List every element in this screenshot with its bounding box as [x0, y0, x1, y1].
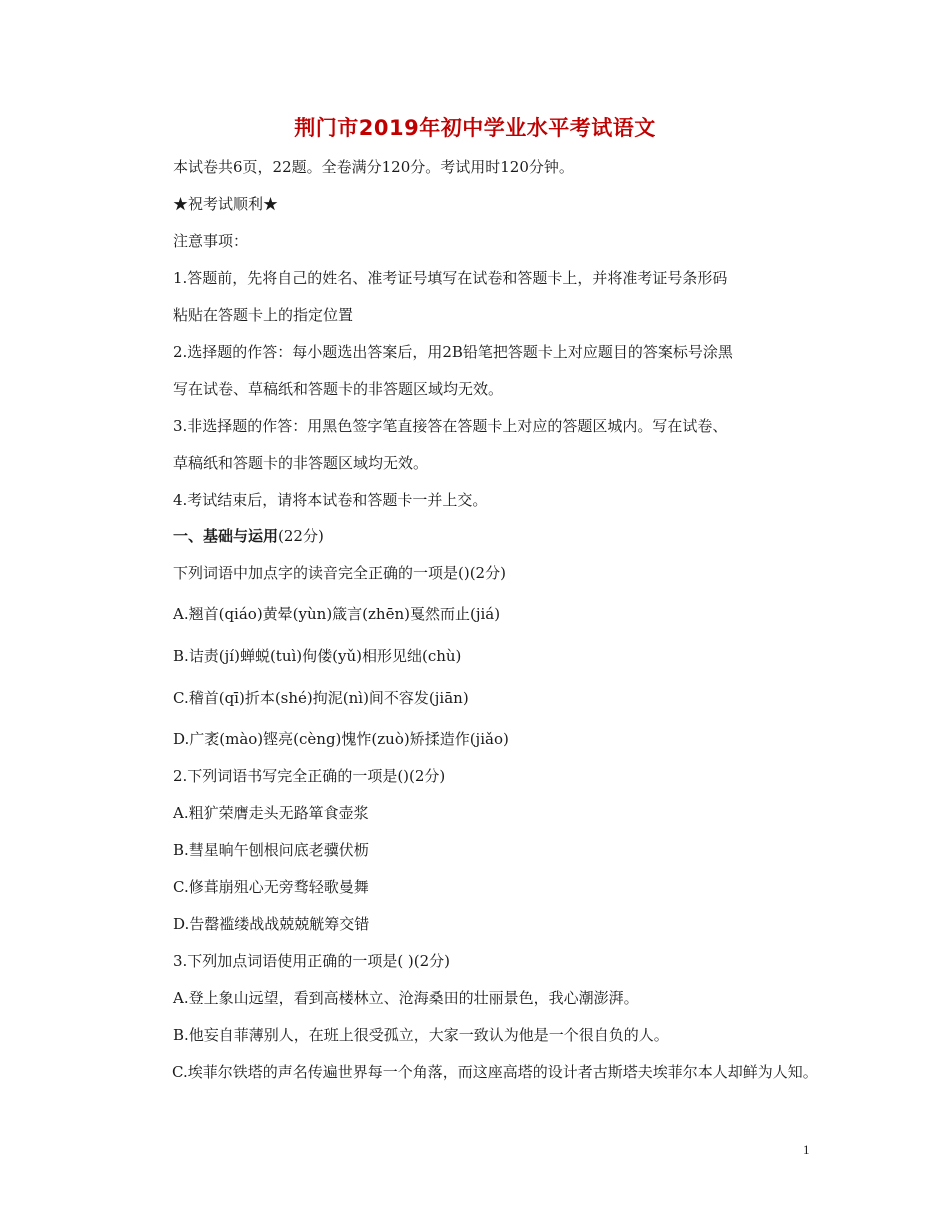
question-option: D.告罄褴缕战战兢兢觥筹交错 [173, 915, 370, 933]
question-option-wrapped: C.埃菲尔铁塔的声名传遍世界每一个角落，而这座高塔的设计者古斯塔夫埃菲尔本人却鲜为人知。 [172, 1063, 818, 1081]
question-stem: 3.下列加点词语使用正确的一项是( )(2分) [173, 952, 451, 970]
notice-line: 4.考试结束后，请将本试卷和答题卡一并上交。 [173, 491, 488, 509]
exam-intro: 本试卷共6页，22题。全卷满分120分。考试用时120分钟。 [173, 158, 574, 176]
notice-line: 2.选择题的作答：每小题选出答案后，用2B铅笔把答题卡上对应题目的答案标号涂黑 [173, 343, 733, 361]
notice-heading: 注意事项： [173, 232, 249, 250]
page-title: 荆门市2019年初中学业水平考试语文 [294, 116, 656, 140]
notice-line: 3.非选择题的作答：用黑色签字笔直接答在答题卡上对应的答题区城内。写在试卷、 [173, 417, 728, 435]
notice-line: 粘贴在答题卡上的指定位置 [173, 306, 354, 324]
question-option: D.广袤(mào)铿亮(cèng)愧怍(zuò)矫揉造作(jiǎo) [173, 730, 509, 748]
question-option: A.翘首(qiáo)黄晕(yùn)箴言(zhēn)戛然而止(jiá) [173, 605, 501, 623]
question-option: B.诘责(jí)蝉蜕(tuì)佝偻(yǔ)相形见绌(chù) [173, 647, 462, 665]
blessing-text: ★祝考试顺利★ [173, 195, 279, 213]
question-option: A.登上象山远望，看到高楼林立、沧海桑田的壮丽景色，我心潮澎湃。 [173, 989, 639, 1007]
question-stem: 2.下列词语书写完全正确的一项是()(2分) [173, 767, 446, 785]
section-heading-score: (22分) [278, 527, 324, 545]
section-heading [173, 526, 324, 546]
question-option: B.彗星晌午刨根问底老骥伏枥 [173, 841, 369, 859]
question-option: C.稽首(qī)折本(shé)拘泥(nì)间不容发(jiān) [173, 689, 469, 707]
page-number: 1 [803, 1142, 810, 1157]
section-heading-title: 一、基础与运用 [173, 527, 279, 545]
question-option: B.他妄自菲薄别人，在班上很受孤立，大家一致认为他是一个很自负的人。 [173, 1026, 669, 1044]
notice-line: 写在试卷、草稿纸和答题卡的非答题区域均无效。 [173, 380, 504, 398]
question-option: C.修葺崩殂心无旁骛轻歌曼舞 [173, 878, 369, 896]
question-stem: 下列词语中加点字的读音完全正确的一项是()(2分) [173, 564, 506, 582]
notice-line: 1.答题前，先将自己的姓名、准考证号填写在试卷和答题卡上，并将准考证号条形码 [173, 269, 728, 287]
notice-line: 草稿纸和答题卡的非答题区域均无效。 [173, 454, 429, 472]
question-option: A.粗犷荣膺走头无路箪食壶浆 [173, 804, 369, 822]
